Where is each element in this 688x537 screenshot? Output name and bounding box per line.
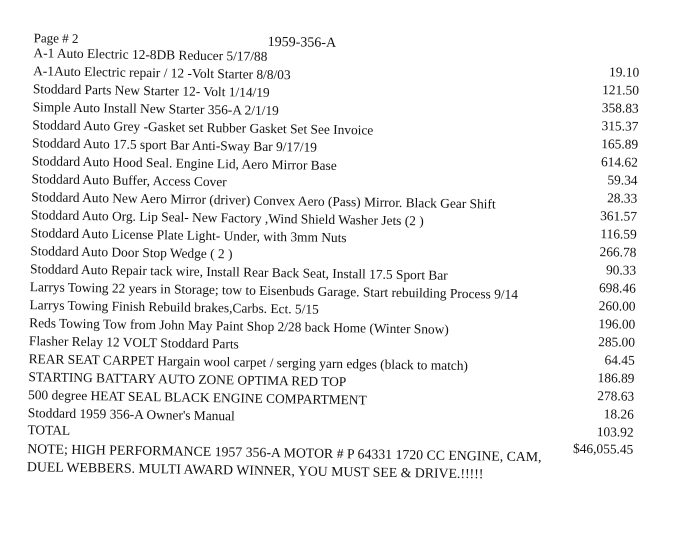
item-description: Flasher Relay 12 VOLT Stoddard Parts	[28, 333, 239, 352]
item-description: REAR SEAT CARPET Hargain wool carpet / serging yarn edges (black to match)	[28, 351, 469, 374]
item-amount: 165.89	[601, 136, 639, 152]
item-description: Larrys Towing 22 years in Storage; tow to Eisenbuds Garage. Start rebuilding Process 9/14	[29, 279, 519, 302]
item-description: Stoddard Auto 17.5 sport Bar Anti-Sway Bar 9/17/19	[31, 135, 318, 155]
item-description: Larrys Towing Finish Rebuild brakes,Carbs. Ect. 5/15	[29, 297, 319, 317]
item-description: Stoddard Auto Grey -Gasket set Rubber Gasket Set See Invoice	[32, 117, 374, 138]
item-description: Reds Towing Tow from John May Paint Shop 2/28 back Home (Winter Snow)	[29, 315, 449, 337]
note-line-2: DUEL WEBBERS. MULTI AWARD WINNER, YOU MUST SEE & DRIVE.!!!!!	[26, 459, 484, 482]
item-amount: 103.92	[596, 424, 634, 440]
page-number: Page # 2	[33, 30, 79, 46]
item-amount: 121.50	[602, 82, 640, 98]
item-amount: 186.89	[597, 370, 635, 386]
item-description: Simple Auto Install New Starter 356-A 2/1/19	[32, 99, 279, 119]
document-title: 1959-356-A	[267, 34, 337, 51]
item-amount: 90.33	[605, 262, 637, 278]
item-amount: 266.78	[599, 244, 637, 260]
item-description: 500 degree HEAT SEAL BLACK ENGINE COMPARTMENT	[27, 387, 367, 408]
item-amount: 18.26	[603, 406, 635, 422]
item-amount: 196.00	[598, 316, 636, 332]
item-amount: 614.62	[600, 154, 638, 170]
item-description: A-1Auto Electric repair / 12 -Volt Starter 8/8/03	[33, 63, 291, 83]
item-amount: 116.59	[600, 226, 637, 242]
item-amount: 59.34	[607, 172, 638, 188]
item-description: STARTING BATTARY AUTO ZONE OPTIMA RED TOP	[28, 369, 347, 390]
item-description: Stoddard Auto New Aero Mirror (driver) Convex Aero (Pass) Mirror. Black Gear Shift	[31, 189, 496, 212]
item-amount: 64.45	[604, 352, 635, 368]
item-description: Stoddard Auto License Plate Light- Under, with 3mm Nuts	[30, 225, 347, 246]
note-line-1: NOTE; HIGH PERFORMANCE 1957 356-A MOTOR # P 64331 1720 CC ENGINE, CAM,	[27, 441, 542, 465]
item-description: Stoddard Auto Hood Seal. Engine Lid, Aero Mirror Base	[31, 153, 337, 173]
total-label: TOTAL	[27, 422, 71, 438]
item-description: Stoddard Auto Org. Lip Seal- New Factory ,Wind Shield Washer Jets (2 )	[30, 207, 424, 229]
item-description: A-1 Auto Electric 12-8DB Reducer 5/17/88	[33, 45, 268, 64]
item-amount: 358.83	[601, 100, 639, 116]
item-amount: 285.00	[598, 334, 636, 350]
item-description: Stoddard 1959 356-A Owner's Manual	[27, 405, 235, 424]
item-amount: 19.10	[609, 64, 640, 80]
item-description: Stoddard Auto Buffer, Access Cover	[31, 171, 227, 190]
total-amount: $46,055.45	[572, 440, 634, 457]
item-amount: 315.37	[601, 118, 639, 134]
item-amount: 260.00	[598, 298, 636, 314]
item-amount: 278.63	[597, 388, 635, 404]
item-amount: 28.33	[607, 190, 638, 206]
item-description: Stoddard Auto Repair tack wire, Install Rear Back Seat, Install 17.5 Sport Bar	[29, 261, 448, 283]
item-description: Stoddard Parts New Starter 12- Volt 1/14/19	[32, 81, 270, 100]
item-amount: 361.57	[600, 208, 638, 224]
item-amount: 698.46	[598, 280, 636, 296]
item-description: Stoddard Auto Door Stop Wedge ( 2 )	[30, 243, 233, 262]
